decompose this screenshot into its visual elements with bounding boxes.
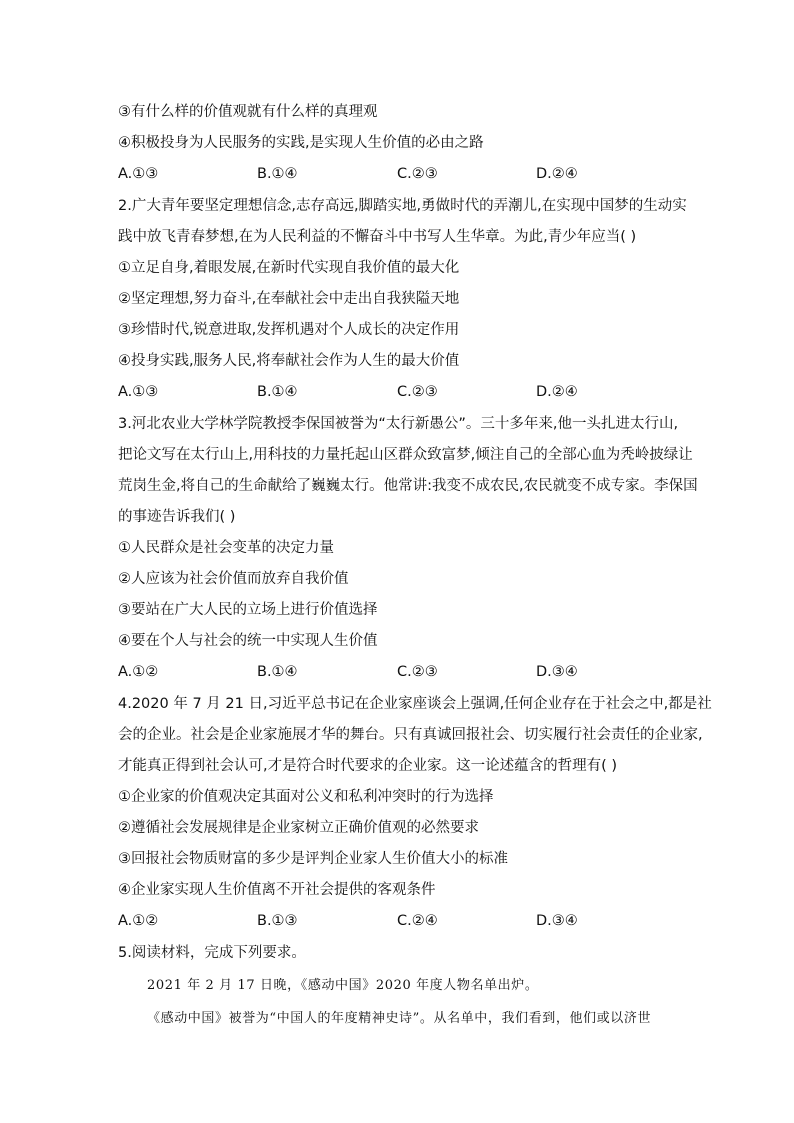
q1-option-a: A.①③ [118,166,159,182]
q2-stem-line-1: 2.广大青年要坚定理想信念,志存高远,脚踏实地,勇做时代的弄潮儿,在实现中国梦的生动实 [118,198,687,214]
q3-statement-3: ③要站在广大人民的立场上进行价值选择 [118,602,378,618]
q5-material-paragraph-1: 2021 年 2 月 17 日晚，《感动中国》2020 年度人物名单出炉。 [147,978,539,993]
q3-option-d: D.③④ [536,664,578,680]
q2-option-c: C.②③ [397,384,438,400]
q5-stem: 5.阅读材料，完成下列要求。 [118,945,306,961]
q2-options [118,382,688,402]
q1-statement-3: ③有什么样的价值观就有什么样的真理观 [118,104,378,120]
q4-stem-line-2: 会的企业。社会是企业家施展才华的舞台。只有真诚回报社会、切实履行社会责任的企业家, [118,727,703,743]
q1-options [118,164,688,184]
q2-option-a: A.①③ [118,384,159,400]
q3-stem-line-1: 3.河北农业大学林学院教授李保国被誉为“太行新愚公”。三十多年来,他一头扎进太行山, [118,416,679,432]
q4-statement-1: ①企业家的价值观决定其面对公义和私利冲突时的行为选择 [118,789,494,805]
q3-options [118,662,688,682]
q4-options [118,911,688,931]
q3-option-b: B.①④ [257,664,298,680]
q3-stem-line-2: 把论文写在太行山上,用科技的力量托起山区群众致富梦,倾注自己的全部心血为秃岭披绿让 [118,447,693,463]
q4-option-b: B.①③ [257,913,298,929]
q2-stem-line-2: 践中放飞青春梦想,在为人民利益的不懈奋斗中书写人生华章。为此,青少年应当( ) [118,229,637,245]
q5-material-paragraph-2: 《感动中国》被誉为“中国人的年度精神史诗”。从名单中，我们看到，他们或以济世 [147,1011,652,1026]
q3-statement-2: ②人应该为社会价值而放弃自我价值 [118,571,349,587]
q4-option-d: D.③④ [536,913,578,929]
q3-statement-1: ①人民群众是社会变革的决定力量 [118,540,334,556]
q1-statement-4: ④积极投身为人民服务的实践,是实现人生价值的必由之路 [118,135,484,151]
q4-option-c: C.②④ [397,913,438,929]
q4-option-a: A.①② [118,913,159,929]
q4-statement-2: ②遵循社会发展规律是企业家树立正确价值观的必然要求 [118,820,479,836]
q3-stem-line-4: 的事迹告诉我们( ) [118,509,236,525]
q2-option-b: B.①④ [257,384,298,400]
q4-statement-4: ④企业家实现人生价值离不开社会提供的客观条件 [118,882,436,898]
q2-statement-1: ①立足自身,着眼发展,在新时代实现自我价值的最大化 [118,260,460,276]
q2-statement-3: ③珍惜时代,锐意进取,发挥机遇对个人成长的决定作用 [118,322,460,338]
q4-stem-line-3: 才能真正得到社会认可,才是符合时代要求的企业家。这一论述蕴含的哲理有( ) [118,758,618,774]
q2-statement-2: ②坚定理想,努力奋斗,在奉献社会中走出自我狭隘天地 [118,291,460,307]
q1-option-d: D.②④ [536,166,578,182]
q2-statement-4: ④投身实践,服务人民,将奉献社会作为人生的最大价值 [118,353,460,369]
q1-option-b: B.①④ [257,166,298,182]
q3-option-c: C.②③ [397,664,438,680]
q3-statement-4: ④要在个人与社会的统一中实现人生价值 [118,633,378,649]
q4-stem-line-1: 4.2020 年 7 月 21 日,习近平总书记在企业家座谈会上强调,任何企业存在于社会之中,都是社 [118,696,712,712]
q2-option-d: D.②④ [536,384,578,400]
q3-option-a: A.①② [118,664,159,680]
q1-option-c: C.②③ [397,166,438,182]
q4-statement-3: ③回报社会物质财富的多少是评判企业家人生价值大小的标准 [118,851,508,867]
q3-stem-line-3: 荒岗生金,将自己的生命献给了巍巍太行。他常讲:我变不成农民,农民就变不成专家。李保国 [118,478,698,494]
